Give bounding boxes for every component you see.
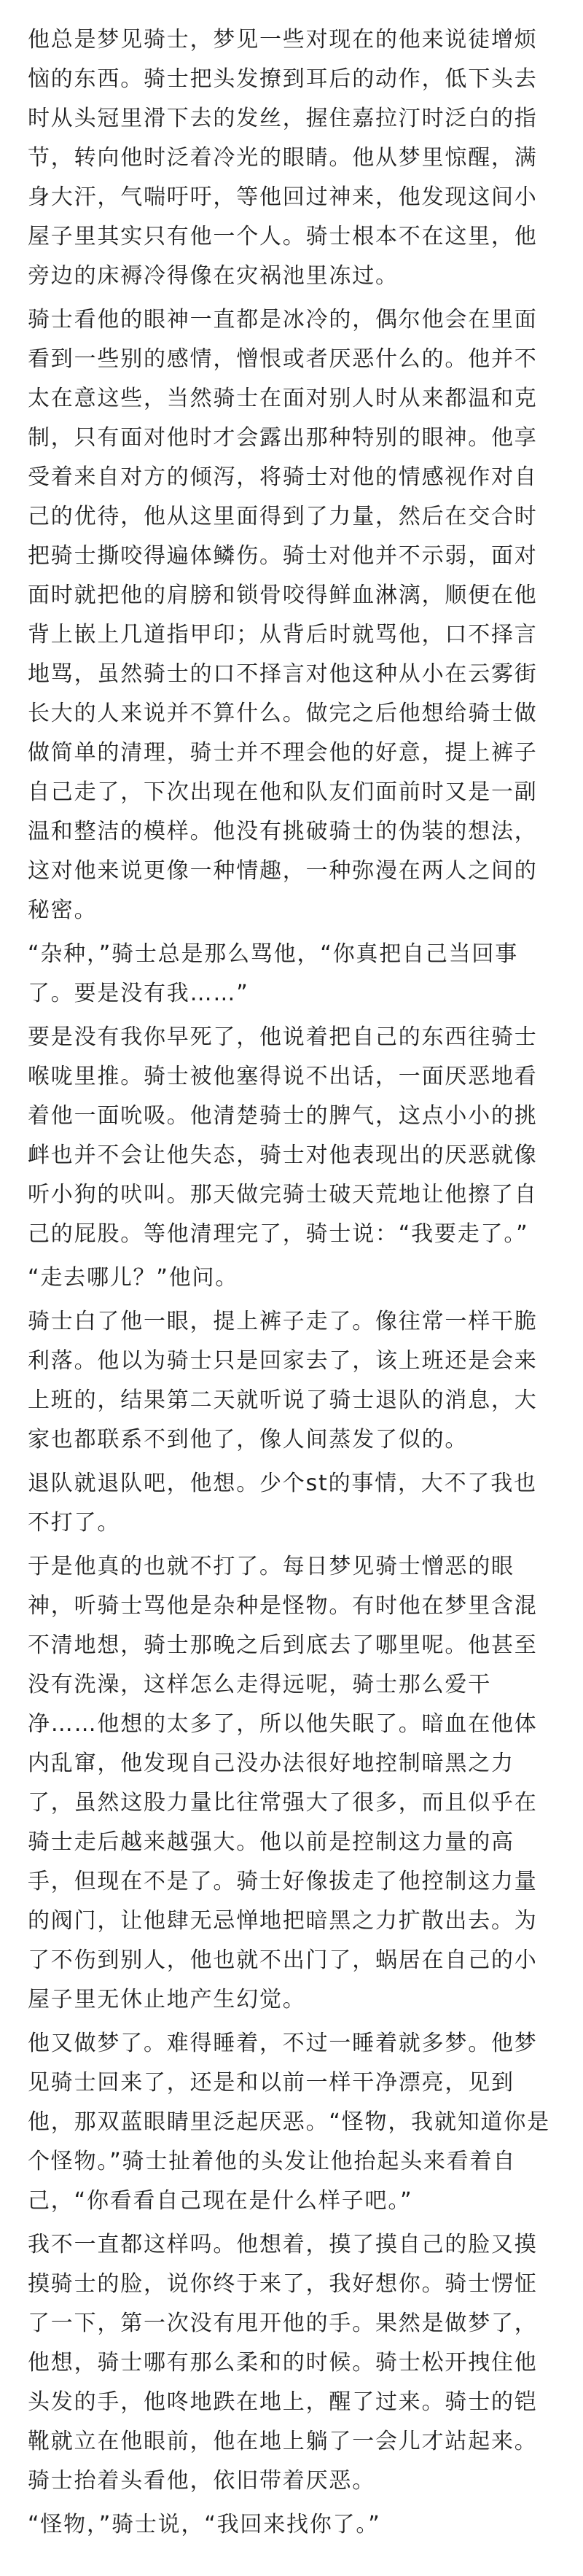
paragraph: 退队就退队吧，他想。少个st的事情，大不了我也不打了。 xyxy=(28,1471,537,1536)
paragraph: 于是他真的也就不打了。每日梦见骑士憎恶的眼神，听骑士骂他是杂种是怪物。有时他在梦里含混不清地想，骑士那晚之后到底去了哪里呢。他甚至没有洗澡，这样怎么走得远呢，骑士那么爱干净……他想的太多了，所以他失眠了。暗血在他体内乱窜，他发现自己没办法很好地控制暗黑之力了，虽然这股力量比往常强大了很多，而且似乎在骑士走后越来越强大。他以前是控制这力量的高手，但现在不是了。骑士好像拔走了他控制这力量的阀门，让他肆无忌惮地把暗黑之力扩散出去。为了不伤到别人，他也就不出门了，蜗居在自己的小屋子里无休止地产生幻觉。 xyxy=(28,1554,538,2012)
paragraph: 要是没有我你早死了，他说着把自己的东西往骑士喉咙里推。骑士被他塞得说不出话，一面厌恶地看着他一面吮吸。他清楚骑士的脾气，这点小小的挑衅也并不会让他失态，骑士对他表现出的厌恶就像听小狗的吠叫。那天做完骑士破天荒地让他擦了自己的屁股。等他清理完了，骑士说：“我要走了。” xyxy=(28,1024,538,1247)
paragraph: “走去哪儿？”他问。 xyxy=(28,1265,239,1291)
paragraph: “怪物，”骑士说，“我回来找你了。” xyxy=(28,2512,381,2537)
paragraph: 骑士看他的眼神一直都是冰冷的，偶尔他会在里面看到一些别的感情，憎恨或者厌恶什么的。他并不太在意这些，当然骑士在面对别人时从来都温和克制，只有面对他时才会露出那种特别的眼神。他享受着来自对方的倾泻，将骑士对他的情感视作对自己的优待，他从这里面得到了力量，然后在交合时把骑士撕咬得遍体鳞伤。骑士对他并不示弱，面对面时就把他的肩膀和锁骨咬得鲜血淋漓，顺便在他背上嵌上几道指甲印；从背后时就骂他，口不择言地骂，虽然骑士的口不择言对他这种从小在云雾街长大的人来说并不算什么。做完之后他想给骑士做做简单的清理，骑士并不理会他的好意，提上裤子自己走了，下次出现在他和队友们面前时又是一副温和整洁的模样。他没有挑破骑士的伪装的想法，这对他来说更像一种情趣，一种弥漫在两人之间的秘密。 xyxy=(28,307,538,923)
paragraph: 我不一直都这样吗。他想着，摸了摸自己的脸又摸摸骑士的脸，说你终于来了，我好想你。骑士愣怔了一下，第一次没有甩开他的手。果然是做梦了，他想，骑士哪有那么柔和的时候。骑士松开拽住他头发的手，他咚地跌在地上，醒了过来。骑士的铠靴就立在他眼前，他在地上躺了一会儿才站起来。骑士抬着头看他，依旧带着厌恶。 xyxy=(28,2232,538,2494)
paragraph: “杂种，”骑士总是那么骂他，“你真把自己当回事了。要是没有我……” xyxy=(28,941,519,1006)
paragraph: 骑士白了他一眼，提上裤子走了。像往常一样干脆利落。他以为骑士只是回家去了，该上班还是会来上班的，结果第二天就听说了骑士退队的消息，大家也都联系不到他了，像人间蒸发了似的。 xyxy=(28,1309,538,1452)
paragraph: 他总是梦见骑士，梦见一些对现在的他来说徒增烦恼的东西。骑士把头发撩到耳后的动作，低下头去时从头冠里滑下去的发丝，握住嘉拉汀时泛白的指节，转向他时泛着冷光的眼睛。他从梦里惊醒，满身大汗，气喘吁吁，等他回过神来，他发现这间小屋子里其实只有他一个人。骑士根本不在这里，他旁边的床褥冷得像在灾祸池里冻过。 xyxy=(28,27,538,289)
paragraph: 他又做梦了。难得睡着，不过一睡着就多梦。他梦见骑士回来了，还是和以前一样干净漂亮，见到他，那双蓝眼睛里泛起厌恶。“怪物，我就知道你是个怪物。”骑士扯着他的头发让他抬起头来看着自己，“你看看自己现在是什么样子吧。” xyxy=(28,2031,550,2214)
